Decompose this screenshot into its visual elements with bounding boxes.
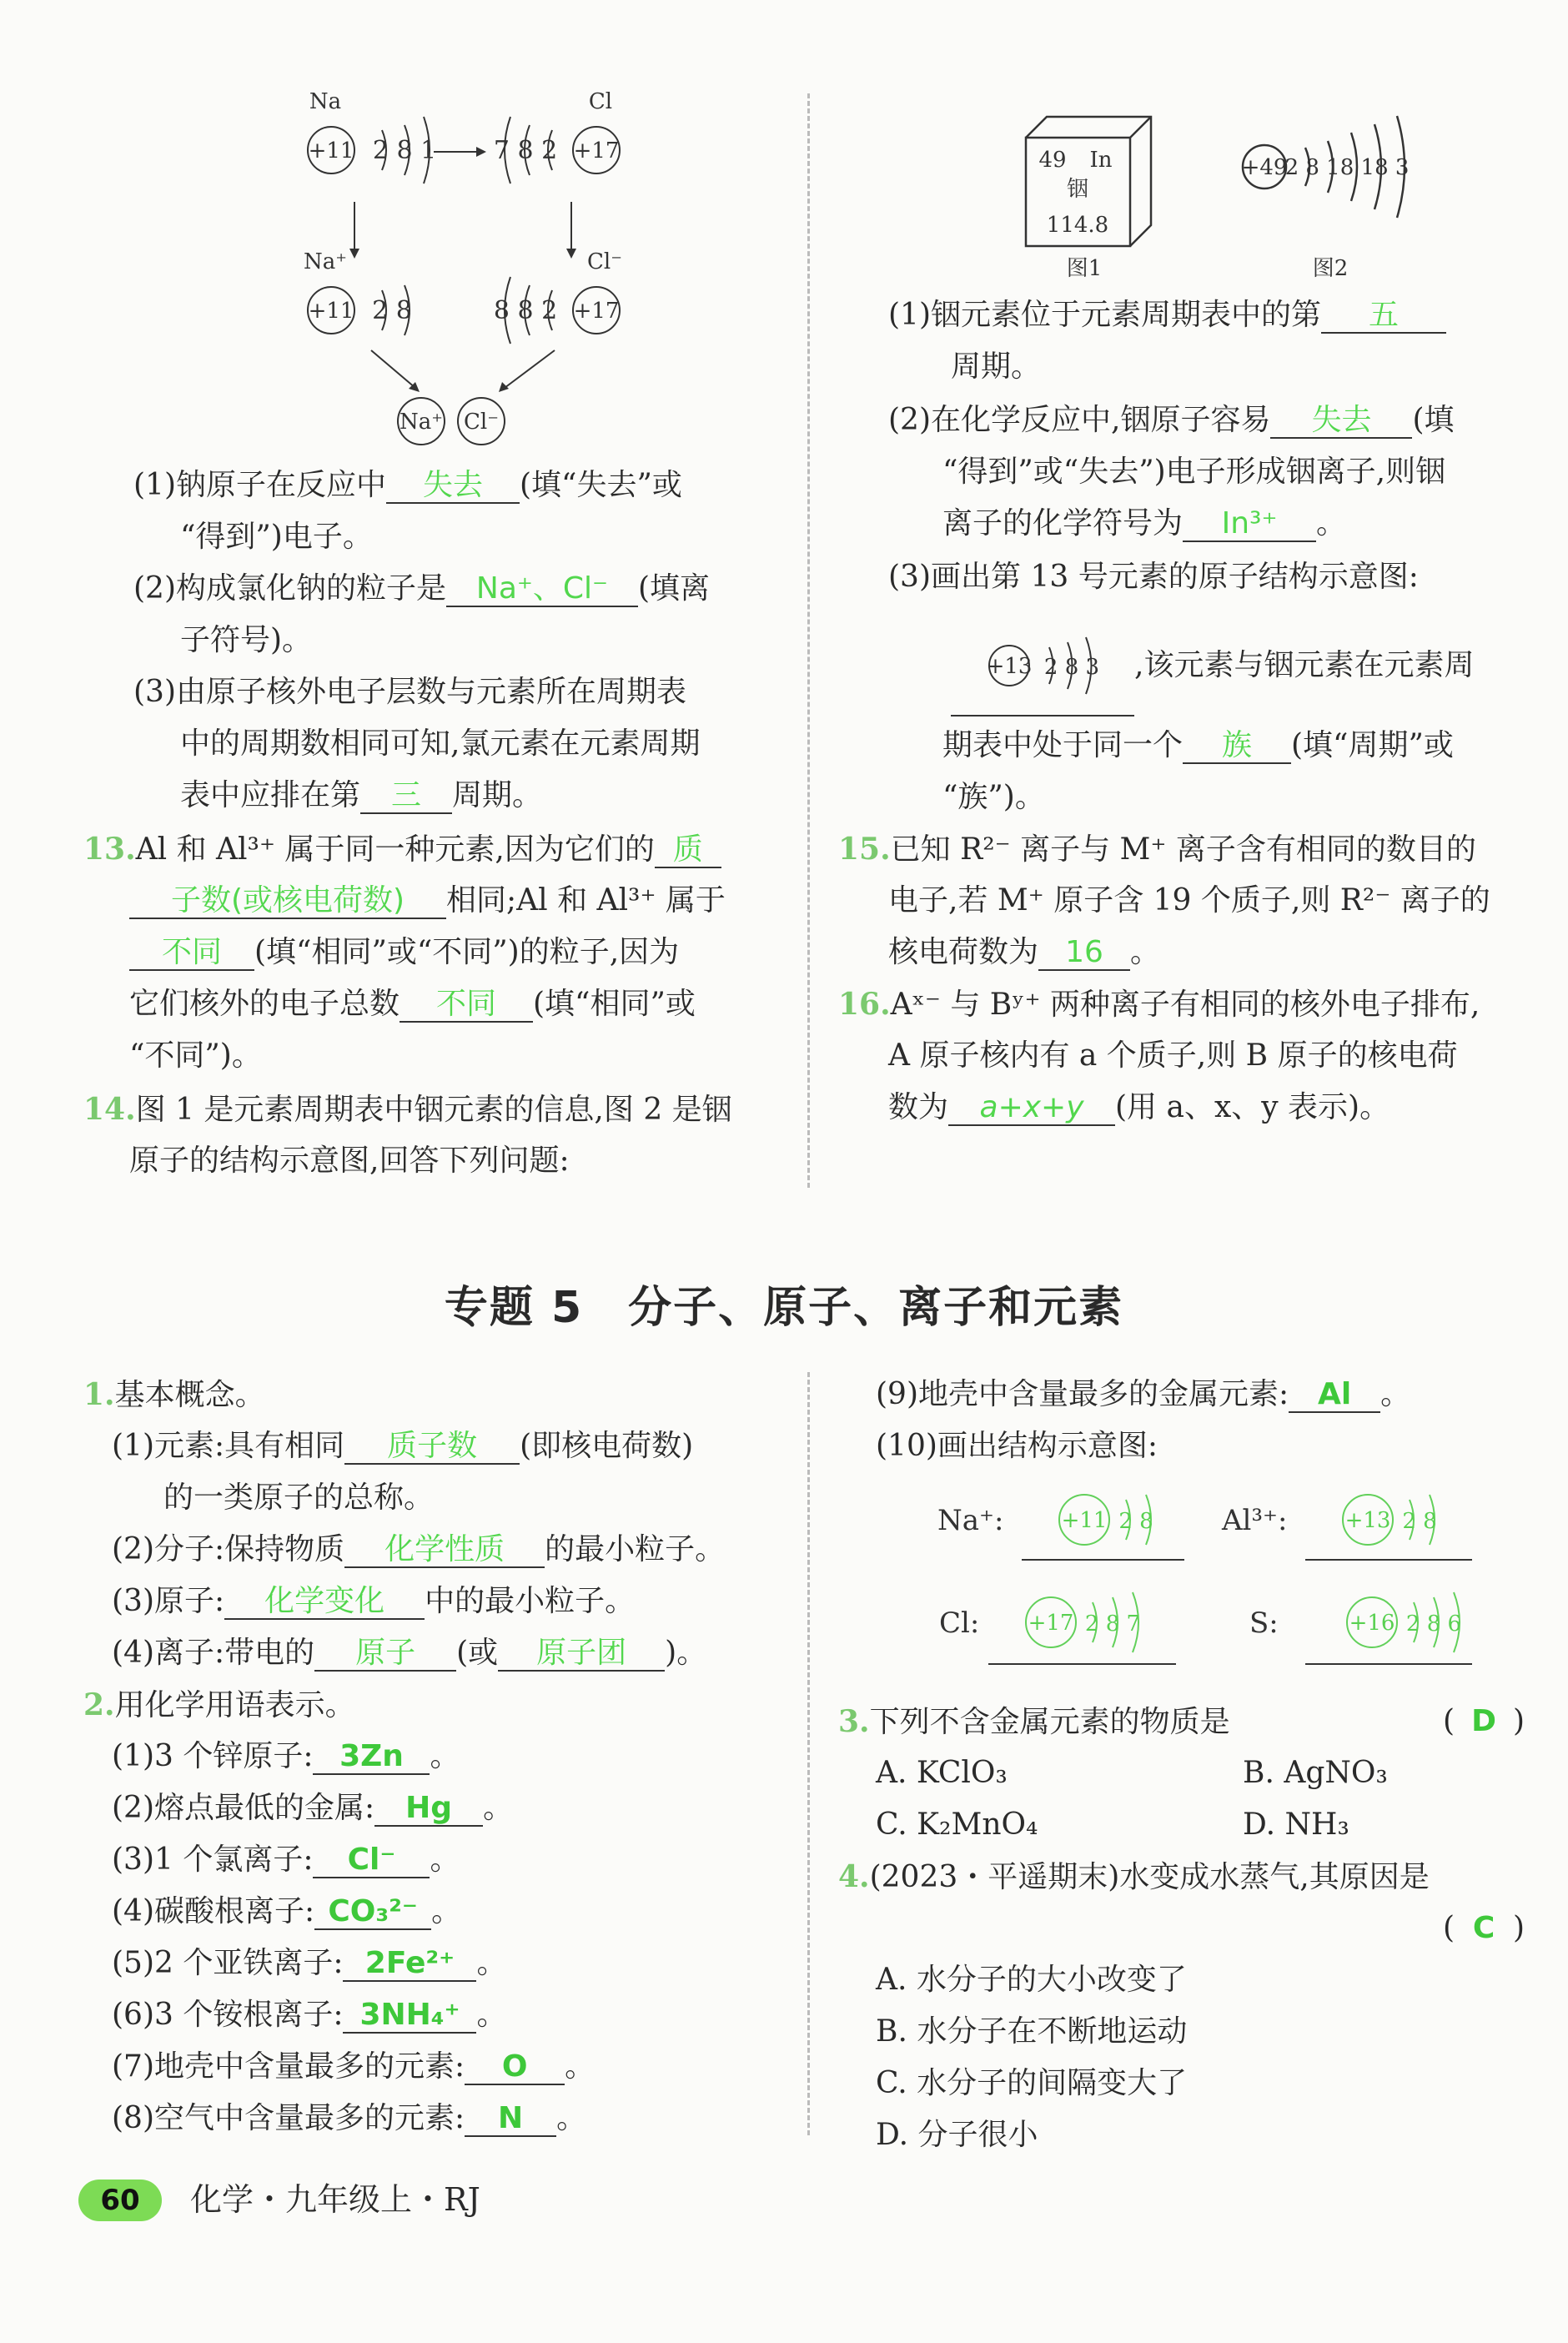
s4-answer-bracket: ( C ): [1443, 1911, 1525, 1945]
s3-answer: D: [1471, 1704, 1496, 1738]
s4-option-a: A. 水分子的大小改变了: [876, 1963, 1187, 1997]
q14-part3-l1: (3)画出第 13 号元素的原子结构示意图:: [888, 560, 1419, 594]
na-shells: 2 8 1: [372, 136, 437, 165]
cl-atom-label: Cl:: [939, 1606, 980, 1640]
cl-ion-shells: 8 8 2: [493, 296, 558, 325]
q14-answer1: 五: [1321, 299, 1446, 334]
fig1-caption: 图1: [1066, 256, 1103, 281]
s2-head: 2.用化学用语表示。: [83, 1687, 355, 1722]
q12-part2: (2)构成氯化钠的粒子是 Na⁺、Cl⁻ (填离: [133, 571, 711, 606]
q14-part3-l2: ,该元素与铟元素在元素周: [1134, 648, 1475, 682]
q12-answer2: Na⁺、Cl⁻: [446, 572, 638, 607]
q14-part2: (2)在化学反应中,铟原子容易 失去 (填: [888, 403, 1455, 437]
cl-ion-circle: Cl⁻: [464, 410, 499, 435]
cube-atomic-number: 49: [1038, 148, 1067, 173]
s3-stem: 3.下列不含金属元素的物质是: [838, 1704, 1230, 1739]
cube-symbol: In: [1089, 148, 1113, 173]
s2-item: (1)3 个锌原子: 3Zn 。: [112, 1739, 460, 1773]
q15-l2: 电子,若 M⁺ 原子含 19 个质子,则 R²⁻ 离子的: [888, 883, 1490, 918]
q13-l1: 13.Al 和 Al³⁺ 属于同一种元素,因为它们的 质: [83, 831, 721, 868]
cl-ion-nucleus: +17: [573, 299, 620, 324]
s2-answer: N: [465, 2102, 556, 2137]
na-plus-shells: 2 8: [1118, 1509, 1153, 1534]
q15-l3: 核电荷数为 16 。: [888, 935, 1161, 969]
q15-answer: 16: [1038, 936, 1130, 971]
q13-l3: 不同 (填“相同”或“不同”)的粒子,因为: [129, 934, 679, 971]
s1-answer2: 化学性质: [344, 1533, 545, 1568]
q12-answer1: 失去: [386, 469, 520, 504]
in-shells: 2 8 18 18 3: [1284, 155, 1410, 180]
s1-answer4a: 原子: [314, 1637, 456, 1672]
q14-part3-l3: 期表中处于同一个 族 (填“周期”或: [942, 728, 1454, 762]
cl-label: Cl: [588, 89, 613, 114]
cl-shells: 7 8 2: [493, 136, 558, 165]
q13-l5: “不同”)。: [129, 1038, 262, 1073]
q14-l1: 14.图 1 是元素周期表中铟元素的信息,图 2 是铟: [83, 1092, 732, 1127]
q16-l2: A 原子核内有 a 个质子,则 B 原子的核电荷: [888, 1038, 1458, 1073]
cl-atom-nucleus: +17: [1028, 1611, 1074, 1636]
cl-ion-label: Cl⁻: [587, 249, 622, 274]
al-structure-drawing: [942, 626, 1143, 726]
s-atom-label: S:: [1249, 1606, 1279, 1640]
footer-book-info: 化学・九年级上・RJ: [190, 2181, 480, 2218]
na-ion-nucleus: +11: [308, 299, 354, 324]
q14-part1: (1)铟元素位于元素周期表中的第 五: [888, 297, 1446, 334]
na-plus-label: Na⁺:: [937, 1504, 1004, 1537]
s2-answer: Hg: [374, 1792, 483, 1827]
s-atom-shells: 2 8 6: [1405, 1611, 1462, 1637]
s2-answer: 3Zn: [313, 1740, 430, 1775]
s2-answer: CO₃²⁻: [314, 1895, 431, 1930]
q14-answer4: 族: [1183, 729, 1291, 764]
q13-answer2: 不同: [129, 936, 254, 971]
s2-item: (4)碳酸根离子: CO₃²⁻ 。: [112, 1894, 462, 1928]
s4-answer: C: [1472, 1911, 1495, 1945]
na-ion-circle: Na⁺: [400, 410, 443, 435]
al13-shells: 2 8 3: [1043, 655, 1100, 680]
q15-l1: 15.已知 R²⁻ 离子与 M⁺ 离子含有相同的数目的: [838, 832, 1476, 867]
in-nucleus: +49: [1241, 155, 1288, 180]
al3-plus-shells: 2 8: [1402, 1509, 1437, 1534]
s3-option-a: A. KClO₃: [876, 1756, 1008, 1790]
cl-nucleus: +17: [573, 138, 620, 163]
q14-part1-cont: 周期。: [951, 349, 1042, 384]
s4-stem: 4.(2023・平遥期末)水变成水蒸气,其原因是: [838, 1859, 1430, 1894]
s1-part1-cont: 的一类原子的总称。: [163, 1481, 435, 1515]
q14-l2: 原子的结构示意图,回答下列问题:: [129, 1144, 570, 1178]
q13-answer3: 不同: [400, 988, 533, 1023]
s1-answer3: 化学变化: [224, 1585, 425, 1620]
q14-answer2: 失去: [1270, 404, 1412, 439]
q12-part2-cont: 子符号)。: [180, 623, 313, 657]
s2-answer: 2Fe²⁺: [343, 1947, 476, 1982]
s1-part4: (4)离子:带电的 原子 (或 原子团 )。: [112, 1636, 707, 1670]
q14-part2-l3: 离子的化学符号为 In³⁺ 。: [942, 506, 1347, 540]
q12-part1: (1)钠原子在反应中 失去 (填“失去”或: [133, 468, 682, 502]
s2-item: (8)空气中含量最多的元素: N 。: [112, 2101, 587, 2135]
s2-answer9: Al: [1289, 1378, 1380, 1413]
s3-answer-bracket: ( D ): [1443, 1704, 1525, 1738]
s1-part2: (2)分子:保持物质 化学性质 的最小粒子。: [112, 1532, 726, 1566]
fig2-caption: 图2: [1312, 256, 1349, 281]
s2-item: (7)地壳中含量最多的元素: O 。: [112, 2049, 596, 2084]
al13-nucleus: +13: [986, 654, 1033, 679]
s2-item: (3)1 个氯离子: Cl⁻ 。: [112, 1843, 460, 1877]
na-plus-nucleus: +11: [1061, 1508, 1108, 1533]
s3-option-c: C. K₂MnO₄: [876, 1808, 1038, 1842]
page-number-badge: 60: [78, 2180, 162, 2221]
q13-l2: 子数(或核电荷数) 相同;Al 和 Al³⁺ 属于: [129, 882, 726, 919]
al3-plus-label: Al³⁺:: [1222, 1504, 1288, 1537]
nacl-formation-diagram: [284, 83, 651, 450]
s1-answer4b: 原子团: [498, 1637, 665, 1672]
na-ion-label: Na⁺: [304, 249, 347, 274]
q12-part3-l2: 中的周期数相同可知,氯元素在元素周期: [180, 727, 701, 761]
q14-part3-l4: “族”)。: [942, 780, 1045, 814]
na-label: Na: [309, 89, 342, 114]
q16-l3: 数为 a+x+y (用 a、x、y 表示)。: [888, 1090, 1390, 1124]
q14-part2-l2: “得到”或“失去”)电子形成铟离子,则铟: [942, 455, 1446, 489]
s2-item: (2)熔点最低的金属: Hg 。: [112, 1791, 514, 1825]
structure-diagrams: [934, 1476, 1501, 1693]
s2-item: (5)2 个亚铁离子: 2Fe²⁺ 。: [112, 1946, 507, 1980]
q14-answer3: In³⁺: [1183, 507, 1316, 542]
s4-option-d: D. 分子很小: [876, 2118, 1038, 2152]
s2-answer: 3NH₄⁺: [343, 1999, 476, 2034]
q12-answer3: 三: [360, 779, 452, 814]
s3-option-d: D. NH₃: [1243, 1808, 1349, 1842]
s-atom-nucleus: +16: [1349, 1611, 1395, 1636]
q16-answer: a+x+y: [948, 1091, 1115, 1126]
s1-head: 1.基本概念。: [83, 1377, 265, 1412]
cube-name: 铟: [1066, 177, 1089, 202]
na-nucleus: +11: [308, 138, 354, 163]
s2-part10: (10)画出结构示意图:: [876, 1429, 1158, 1463]
q12-part3-l3: 表中应排在第 三 周期。: [180, 778, 543, 812]
s2-item: (6)3 个铵根离子: 3NH₄⁺ 。: [112, 1998, 507, 2032]
q13-answer1b: 子数(或核电荷数): [129, 884, 446, 919]
q12-part1-cont: “得到”)电子。: [180, 520, 373, 554]
column-divider-top: [807, 93, 810, 1188]
indium-figures: [1018, 88, 1518, 288]
cube-mass: 114.8: [1046, 213, 1109, 238]
s2-answer: Cl⁻: [313, 1843, 430, 1878]
q13-l4: 它们核外的电子总数 不同 (填“相同”或: [129, 987, 696, 1021]
s1-answer1: 质子数: [344, 1430, 520, 1465]
s1-part1: (1)元素:具有相同 质子数 (即核电荷数): [112, 1429, 694, 1463]
s4-option-b: B. 水分子在不断地运动: [876, 2014, 1188, 2049]
s1-part3: (3)原子: 化学变化 中的最小粒子。: [112, 1584, 636, 1618]
s2-part9: (9)地壳中含量最多的金属元素: Al 。: [876, 1377, 1411, 1411]
column-divider-bottom: [807, 1372, 810, 2135]
al3-plus-nucleus: +13: [1344, 1508, 1391, 1533]
s4-option-c: C. 水分子的间隔变大了: [876, 2066, 1188, 2100]
na-ion-shells: 2 8: [372, 296, 412, 325]
s2-answer: O: [465, 2050, 565, 2085]
cl-atom-shells: 2 8 7: [1084, 1611, 1141, 1637]
q16-l1: 16.Aˣ⁻ 与 Bʸ⁺ 两种离子有相同的核外电子排布,: [838, 987, 1480, 1022]
s3-option-b: B. AgNO₃: [1243, 1756, 1388, 1790]
q13-answer1a: 质: [655, 833, 721, 868]
q12-part3-l1: (3)由原子核外电子层数与元素所在周期表: [133, 675, 686, 709]
topic-title: 专题 5 分子、原子、离子和元素: [444, 1283, 1124, 1333]
